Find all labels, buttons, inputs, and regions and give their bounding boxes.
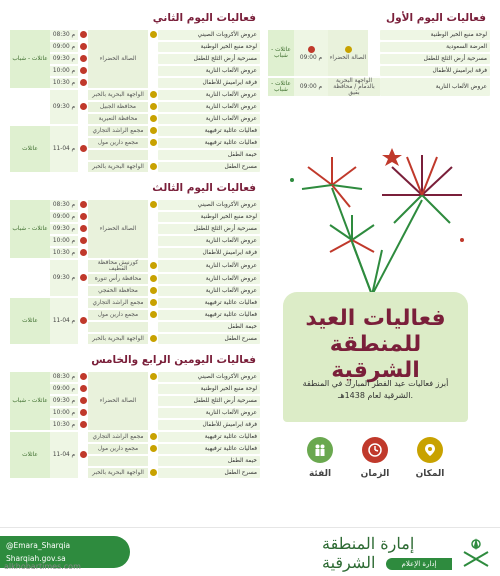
location-pin-icon: [150, 469, 157, 476]
clock-icon: [80, 55, 87, 62]
location-pin-icon: [150, 299, 157, 306]
table-row: عائلات 11-04 م مجمع الراشد التجاري فعاليات عائلية ترفيهية: [10, 126, 260, 136]
event-name: مسرحية أرض الثلج للطفل: [380, 54, 490, 64]
table-row: 10:30 م فرقة ايراميش للأطفال: [10, 248, 260, 258]
table-row: الواجهة البحرية بالخبر مسرح الطفل: [10, 162, 260, 172]
clock-icon: [80, 79, 87, 86]
day3-table: [10, 198, 260, 346]
audience-cell: عائلات: [10, 126, 50, 172]
table-row: محافظة الخفجي عروض الألعاب النارية: [10, 286, 260, 296]
location-pin-icon: [417, 437, 443, 463]
clock-icon: [80, 249, 87, 256]
location-pin-icon: [150, 275, 157, 282]
day45-section: [10, 352, 260, 480]
clock-icon: [80, 317, 87, 324]
day2-table: [10, 28, 260, 174]
location-pin-icon: [150, 201, 157, 208]
legend-time: الزمان: [355, 437, 395, 479]
day45-table: [10, 370, 260, 480]
venue-cell: الصالة الخضراء: [328, 30, 368, 76]
location-pin-icon: [150, 262, 157, 269]
logo-area: [322, 534, 492, 574]
clock-icon: [80, 451, 87, 458]
location-pin-icon: [150, 335, 157, 342]
table-row: مجمع دارين مول فعاليات عائلية ترفيهية: [10, 138, 260, 148]
table-row: 10:30 م فرقة ايراميش للأطفال: [10, 420, 260, 430]
clock-icon: [80, 43, 87, 50]
fireworks-illustration: [272, 140, 492, 300]
hero-subtitle: أبرز فعاليات عيد الفطر المبارك في المنطقة الشرقية لعام 1438هـ.: [302, 379, 449, 400]
table-row: 09:30 م كورنيش محافظة القطيف عروض الألعاب النارية: [10, 260, 260, 272]
time-cell: 09:30 م: [50, 90, 78, 124]
table-row: 09:30 م مسرحية أرض الثلج للطفل: [10, 224, 260, 234]
event-name: العرضة السعودية: [380, 42, 490, 52]
audience-cell: عائلات - شباب: [268, 30, 294, 76]
department-label: إدارة الإعلام: [386, 558, 452, 570]
venue-cell: الواجهة البحرية بالدمام / محافظة بقيق: [328, 78, 380, 96]
clock-icon: [80, 145, 87, 152]
day1-section: [268, 10, 490, 98]
table-row: عائلات 11-04 م مجمع الراشد التجاري فعاليات عائلية ترفيهية: [10, 298, 260, 308]
location-pin-icon: [150, 433, 157, 440]
saudi-emblem-icon: [460, 536, 492, 570]
left-column: [10, 10, 260, 486]
event-name: فرقة ايراميش للأطفال: [380, 66, 490, 76]
clock-icon: [308, 46, 315, 53]
clock-icon: [80, 103, 87, 110]
clock-icon: [80, 274, 87, 281]
day45-heading: فعاليات اليومين الرابع والخامس: [91, 354, 256, 366]
location-pin-icon: [150, 445, 157, 452]
table-row: 09:00 م لوحة منبع الخير الوطنية: [10, 42, 260, 52]
clock-icon: [80, 397, 87, 404]
day2-heading: فعاليات اليوم الثاني: [152, 12, 256, 24]
table-row: 09:30 م الواجهة البحرية بالخبر عروض الألعاب النارية: [10, 90, 260, 100]
emirate-calligraphy: إمارة المنطقة الشرقية: [322, 534, 415, 572]
table-row: 09:00 م لوحة منبع الخير الوطنية: [10, 212, 260, 222]
location-pin-icon: [150, 91, 157, 98]
day3-section: [10, 180, 260, 346]
location-pin-icon: [150, 127, 157, 134]
time-cell: 09:00 م: [294, 78, 328, 96]
clock-icon: [80, 213, 87, 220]
table-row: الواجهة البحرية بالخبر مسرح الطفل: [10, 334, 260, 344]
location-pin-icon: [150, 115, 157, 122]
venue-cell: الصالة الخضراء: [88, 200, 148, 258]
audience-cell: عائلات - شباب: [10, 30, 50, 88]
clock-icon: [80, 237, 87, 244]
event-name: لوحة منبع الخير الوطنية: [380, 30, 490, 40]
table-row: 09:30 م مسرحية أرض الثلج للطفل: [10, 54, 260, 64]
location-pin-icon: [150, 103, 157, 110]
clock-icon: [80, 201, 87, 208]
clock-icon: [80, 31, 87, 38]
clock-icon: [362, 437, 388, 463]
table-row: الواجهة البحرية بالخبر مسرح الطفل: [10, 468, 260, 478]
day3-heading: فعاليات اليوم الثالث: [152, 182, 256, 194]
table-row: عائلات - شباب 08:30 م الصالة الخضراء عروض الأكروبات الصيني: [10, 200, 260, 210]
location-pin-icon: [150, 287, 157, 294]
clock-icon: [80, 373, 87, 380]
table-row: مجمع دارين مول فعاليات عائلية ترفيهية: [10, 444, 260, 454]
audience-cell: عائلات - شباب: [268, 78, 294, 96]
watermark: alkhobartimes.com: [4, 562, 81, 571]
table-row: [268, 30, 490, 40]
location-pin-icon: [150, 373, 157, 380]
clock-icon: [80, 421, 87, 428]
table-row: خيمة الطفل: [10, 456, 260, 466]
event-name: عروض الأكروبات الصيني: [158, 30, 260, 40]
location-pin-icon: [150, 163, 157, 170]
hero-title: فعاليات العيد للمنطقة الشرقية: [305, 306, 446, 383]
table-row: [268, 78, 490, 96]
people-icon: [307, 437, 333, 463]
table-row: عائلات - شباب 08:30 م الصالة الخضراء عروض الأكروبات الصيني: [10, 30, 260, 40]
day1-table: [268, 28, 490, 98]
table-row: مجمع دارين مول فعاليات عائلية ترفيهية: [10, 310, 260, 320]
clock-icon: [80, 67, 87, 74]
clock-icon: [80, 225, 87, 232]
venue-cell: الصالة الخضراء: [88, 30, 148, 88]
table-row: عائلات 11-04 م مجمع الراشد التجاري فعاليات عائلية ترفيهية: [10, 432, 260, 442]
clock-icon: [80, 409, 87, 416]
table-row: 10:30 م فرقة ايراميش للأطفال: [10, 78, 260, 88]
day1-heading: فعاليات اليوم الأول: [386, 12, 486, 24]
location-pin-icon: [150, 31, 157, 38]
table-row: 10:00 م عروض الألعاب النارية: [10, 66, 260, 76]
table-row: محافظة النعيرية عروض الألعاب النارية: [10, 114, 260, 124]
legend-audience: الفئة: [300, 437, 340, 479]
legend-place: المكان: [410, 437, 450, 479]
table-row: 10:00 م عروض الألعاب النارية: [10, 236, 260, 246]
table-row: خيمة الطفل: [10, 322, 260, 332]
audience-cell: عائلات - شباب: [10, 200, 50, 258]
table-row: محافظة الجبيل عروض الألعاب النارية: [10, 102, 260, 112]
table-row: 09:30 م مسرحية أرض الثلج للطفل: [10, 396, 260, 406]
event-name: عروض الألعاب النارية: [380, 78, 490, 96]
time-cell: 09:00 م: [294, 30, 328, 76]
location-pin-icon: [150, 139, 157, 146]
location-pin-icon: [345, 46, 352, 53]
clock-icon: [80, 385, 87, 392]
hero-banner: [283, 292, 468, 422]
table-row: عائلات - شباب 08:30 م الصالة الخضراء عروض الأكروبات الصيني: [10, 372, 260, 382]
table-row: محافظة رأس تنورة عروض الألعاب النارية: [10, 274, 260, 284]
table-row: 09:00 م لوحة منبع الخير الوطنية: [10, 384, 260, 394]
time-cell: 11-04 م: [50, 126, 78, 172]
twitter-handle[interactable]: @Emara_Sharqia: [6, 541, 71, 550]
location-pin-icon: [150, 311, 157, 318]
website-link[interactable]: Sharqiah.gov.sa: [6, 554, 66, 563]
day2-section: [10, 10, 260, 174]
table-row: خيمة الطفل: [10, 150, 260, 160]
table-row: 10:00 م عروض الألعاب النارية: [10, 408, 260, 418]
